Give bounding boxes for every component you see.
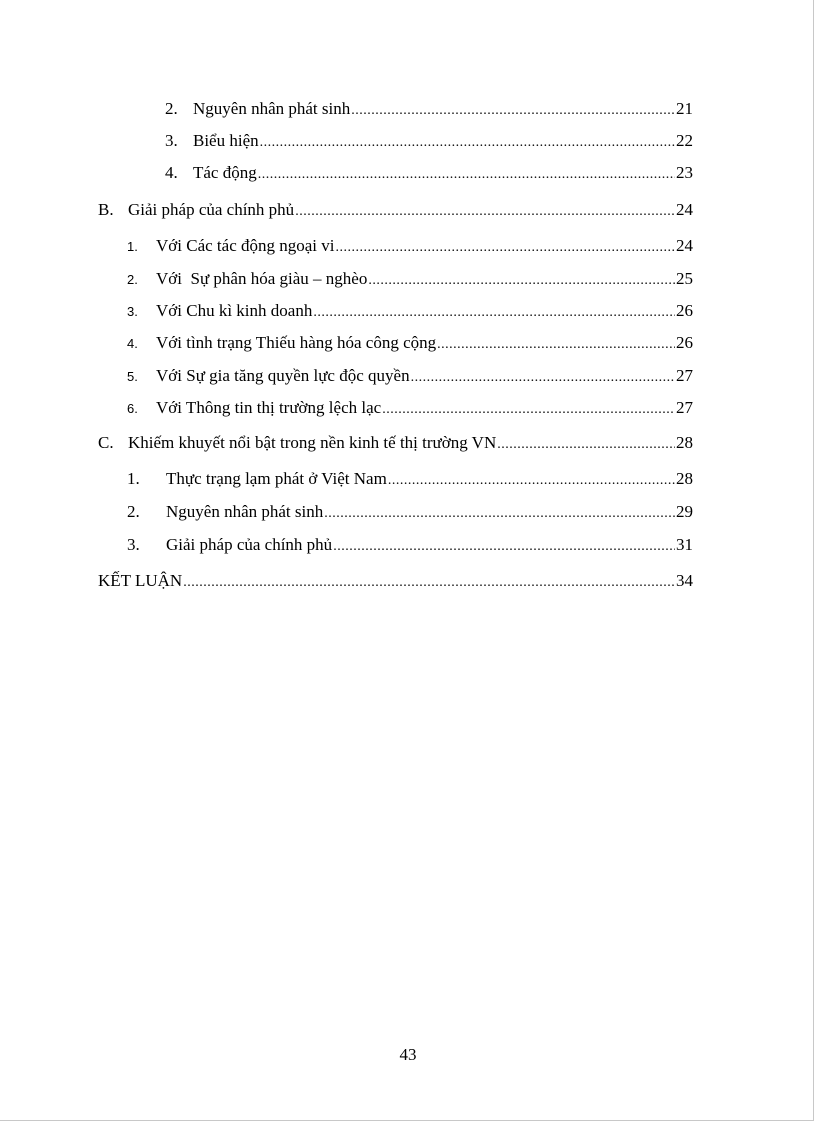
- toc-dot-leader: [351, 98, 675, 124]
- toc-entry-page: 27: [676, 398, 693, 417]
- toc-entry-page: 34: [676, 571, 693, 590]
- toc-dot-leader: [295, 199, 675, 225]
- toc-entry-title: Với tình trạng Thiếu hàng hóa công cộng: [156, 333, 437, 352]
- toc-entry-number: 4.: [165, 163, 178, 182]
- toc-entry-number: 1.: [127, 239, 138, 254]
- toc-dot-leader: [437, 332, 675, 358]
- toc-conclusion-entry[interactable]: [98, 568, 693, 594]
- toc-dot-leader: [497, 432, 675, 458]
- toc-entry[interactable]: [127, 266, 693, 292]
- toc-dot-leader: [324, 501, 675, 527]
- toc-entry[interactable]: [127, 532, 693, 558]
- toc-entry[interactable]: [165, 128, 693, 154]
- toc-entry-title: Với Sự gia tăng quyền lực độc quyền: [156, 366, 410, 385]
- toc-dot-leader: [368, 268, 675, 294]
- toc-entry-page: 26: [676, 301, 693, 320]
- toc-dot-leader: [335, 235, 675, 261]
- toc-entry-title: Với Thông tin thị trường lệch lạc: [156, 398, 382, 417]
- toc-entry-page: 27: [676, 366, 693, 385]
- toc-entry-page: 24: [676, 200, 693, 219]
- toc-dot-leader: [382, 397, 675, 423]
- toc-entry-page: 26: [676, 333, 693, 352]
- toc-entry[interactable]: [127, 233, 693, 259]
- toc-entry-page: 22: [676, 131, 693, 150]
- toc-entry-page: 24: [676, 236, 693, 255]
- toc-entry-number: 2.: [127, 272, 138, 287]
- toc-entry-title: Nguyên nhân phát sinh: [193, 99, 351, 118]
- toc-entry-number: 5.: [127, 369, 138, 384]
- toc-entry-title: Giải pháp của chính phủ: [166, 535, 333, 554]
- toc-dot-leader: [258, 162, 675, 188]
- toc-dot-leader: [411, 365, 675, 391]
- toc-entry-title: Biểu hiện: [193, 131, 259, 150]
- toc-dot-leader: [260, 130, 675, 156]
- toc-entry-title: KẾT LUẬN: [98, 571, 183, 590]
- toc-entry-title: Nguyên nhân phát sinh: [166, 502, 324, 521]
- toc-dot-leader: [388, 468, 675, 494]
- toc-entry-number: 2.: [127, 502, 140, 521]
- toc-entry[interactable]: [127, 363, 693, 389]
- toc-entry-page: 28: [676, 469, 693, 488]
- toc-dot-leader: [313, 300, 675, 326]
- toc-entry-number: 2.: [165, 99, 178, 118]
- toc-section-entry[interactable]: [98, 430, 693, 456]
- toc-section-entry[interactable]: [98, 197, 693, 223]
- toc-entry-title: Với Chu kì kinh doanh: [156, 301, 313, 320]
- toc-entry[interactable]: [127, 466, 693, 492]
- toc-entry-number: 3.: [127, 304, 138, 319]
- toc-entry-title: Giải pháp của chính phủ: [128, 200, 295, 219]
- toc-entry[interactable]: [127, 298, 693, 324]
- toc-entry-page: 23: [676, 163, 693, 182]
- toc-dot-leader: [333, 534, 675, 560]
- page-number: 43: [399, 1045, 417, 1064]
- toc-entry-title: Khiếm khuyết nổi bật trong nền kinh tế thị trường VN: [128, 433, 497, 452]
- toc-entry-page: 28: [676, 433, 693, 452]
- toc-entry-page: 21: [676, 99, 693, 118]
- toc-dot-leader: [183, 570, 675, 596]
- toc-entry-number: 4.: [127, 336, 138, 351]
- toc-entry-number: 3.: [127, 535, 140, 554]
- toc-entry-page: 29: [676, 502, 693, 521]
- toc-entry-page: 31: [676, 535, 693, 554]
- toc-entry-number: B.: [98, 200, 114, 219]
- toc-entry[interactable]: [165, 160, 693, 186]
- toc-entry[interactable]: [127, 395, 693, 421]
- toc-entry[interactable]: [165, 96, 693, 122]
- toc-entry-title: Với Sự phân hóa giàu – nghèo: [156, 269, 368, 288]
- toc-entry-page: 25: [676, 269, 693, 288]
- toc-entry[interactable]: [127, 499, 693, 525]
- toc-entry-title: Với Các tác động ngoại vi: [156, 236, 335, 255]
- toc-entry-title: Thực trạng lạm phát ở Việt Nam: [166, 469, 387, 488]
- toc-entry-number: 6.: [127, 401, 138, 416]
- toc-entry-number: 3.: [165, 131, 178, 150]
- toc-entry-title: Tác động: [193, 163, 257, 182]
- toc-entry[interactable]: [127, 330, 693, 356]
- toc-entry-number: 1.: [127, 469, 140, 488]
- toc-entry-number: C.: [98, 433, 114, 452]
